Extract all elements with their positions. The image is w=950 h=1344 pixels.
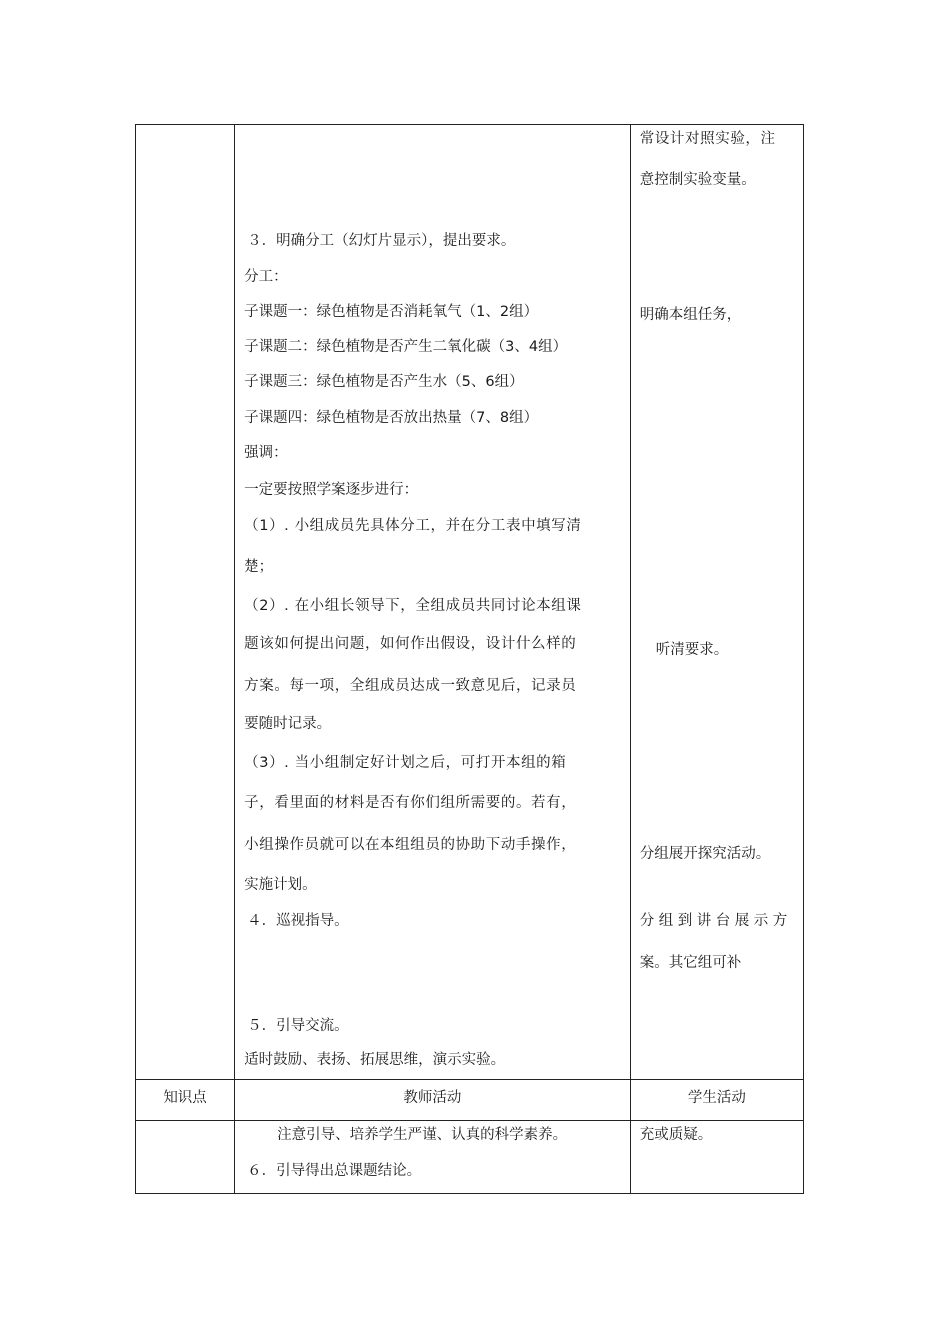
teacher-line: 子课题四：绿色植物是否放出热量（7、8组） <box>244 410 539 426</box>
student-activity-cell <box>630 125 803 1080</box>
teacher-line: 注意引导、培养学生严谨、认真的科学素养。 <box>277 1127 568 1143</box>
teacher-line: 方案。每一项，全组成员达成一致意见后，记录员 <box>244 678 577 694</box>
teacher-line: 强调： <box>244 445 288 461</box>
header-knowledge <box>136 1080 235 1121</box>
table-row <box>136 1121 804 1194</box>
header-teacher-label: 教师活动 <box>403 1090 462 1106</box>
table-header-row <box>136 1080 804 1121</box>
table-row <box>136 125 804 1080</box>
knowledge-cell <box>136 125 235 1080</box>
student-activity-cell <box>630 1121 803 1194</box>
student-line: 常设计对照实验，注 <box>639 131 776 147</box>
teacher-line: 小组操作员就可以在本组组员的协助下动手操作， <box>244 837 577 853</box>
knowledge-cell <box>136 1121 235 1194</box>
header-student-label: 学生活动 <box>687 1090 746 1106</box>
teacher-line: 子，看里面的材料是否有你们组所需要的。若有， <box>244 795 577 811</box>
teacher-line: 要随时记录。 <box>244 716 332 732</box>
header-knowledge-label: 知识点 <box>163 1090 207 1106</box>
teacher-activity-cell <box>235 1121 631 1194</box>
teacher-line: 子课题一：绿色植物是否消耗氧气（1、2组） <box>244 304 539 320</box>
teacher-line: 实施计划。 <box>244 877 317 893</box>
teacher-line: （2）. 在小组长领导下，全组成员共同讨论本组课 <box>244 598 582 614</box>
teacher-line: 适时鼓励、表扬、拓展思维，演示实验。 <box>244 1052 506 1068</box>
student-line: 分组到讲台展示方 <box>639 913 792 929</box>
teacher-activity-cell <box>235 125 631 1080</box>
teacher-line: 分工： <box>244 269 288 285</box>
student-line: 听清要求。 <box>655 642 729 658</box>
header-teacher <box>235 1080 631 1121</box>
teacher-line: ４．巡视指导。 <box>247 913 349 929</box>
teacher-line: ３．明确分工（幻灯片显示），提出要求。 <box>247 233 516 249</box>
teacher-line: 题该如何提出问题，如何作出假设，设计什么样的 <box>244 636 577 652</box>
student-line: 分组展开探究活动。 <box>639 846 771 862</box>
student-line: 明确本组任务， <box>639 307 742 323</box>
student-line: 充或质疑。 <box>639 1127 713 1143</box>
teacher-line: 子课题二：绿色植物是否产生二氧化碳（3、4组） <box>244 339 568 355</box>
teacher-line: 楚； <box>244 559 274 575</box>
lesson-table <box>135 124 804 1194</box>
teacher-line: 一定要按照学案逐步进行： <box>244 482 419 498</box>
teacher-line: （1）. 小组成员先具体分工，并在分工表中填写清 <box>244 518 582 534</box>
teacher-line: 子课题三：绿色植物是否产生水（5、6组） <box>244 374 524 390</box>
header-student <box>630 1080 803 1121</box>
student-line: 意控制实验变量。 <box>639 172 756 188</box>
teacher-line: ５．引导交流。 <box>247 1018 349 1034</box>
teacher-line: ６．引导得出总课题结论。 <box>247 1163 422 1179</box>
teacher-line: （3）. 当小组制定好计划之后，可打开本组的箱 <box>244 755 567 771</box>
student-line: 案。其它组可补 <box>639 955 742 971</box>
